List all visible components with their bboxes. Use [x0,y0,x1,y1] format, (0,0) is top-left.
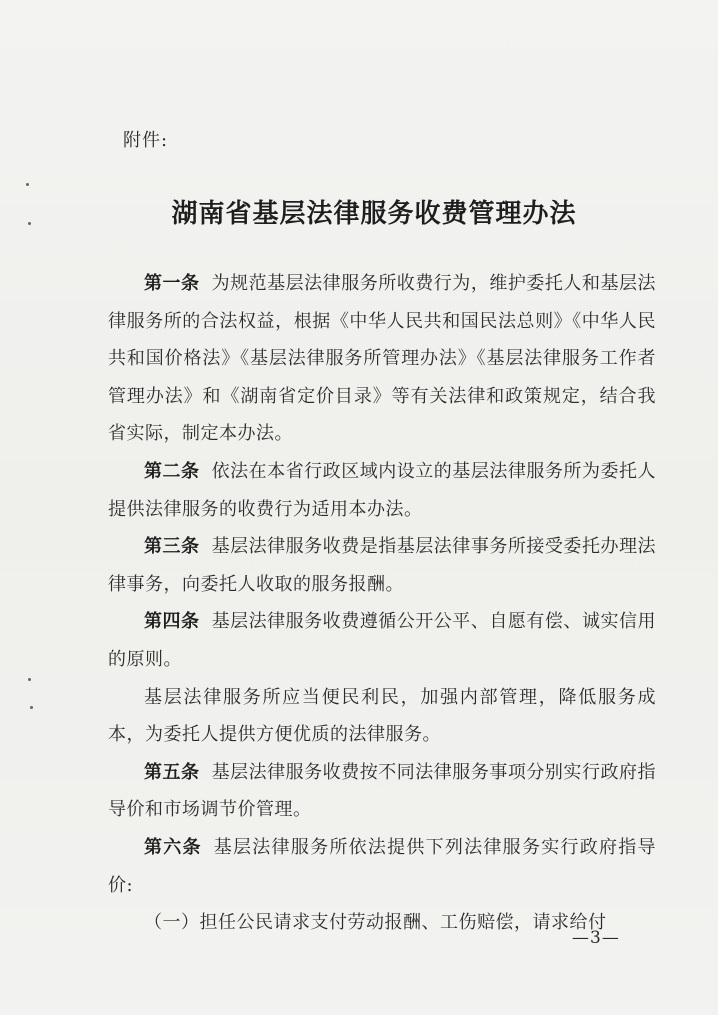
article-number: 第一条 [144,273,200,294]
document-title: 湖南省基层法律服务收费管理办法 [171,199,577,229]
article-number: 第六条 [144,836,202,858]
paragraph [108,603,656,678]
article-number: 第三条 [144,536,200,558]
paragraph-text: 基层法律服务收费是指基层法律事务所接受委托办理法律事务，向委托人收取的服务报酬。 [108,536,657,595]
attachment-label: 附件: [123,130,169,151]
paragraph-text: 基层法律服务所依法提供下列法律服务实行政府指导价: [108,836,656,896]
document-body [108,265,656,942]
article-number: 第四条 [144,611,200,633]
paragraph-text: 基层法律服务收费按不同法律服务事项分别实行政府指导价和市场调节价管理。 [108,761,657,821]
paragraph [108,528,656,603]
paragraph [108,754,656,829]
paragraph-text: 基层法律服务所应当便民利民，加强内部管理，降低服务成本，为委托人提供方便优质的法律服务。 [108,686,656,746]
paragraph-text: 依法在本省行政区域内设立的基层法律服务所为委托人提供法律服务的收费行为适用本办法。 [108,460,657,520]
scan-speck [28,678,31,681]
scan-speck [26,183,29,186]
paragraph [108,265,656,453]
scan-speck [30,706,33,709]
paragraph [108,453,656,528]
paragraph-text: 基层法律服务收费遵循公开公平、自愿有偿、诚实信用的原则。 [108,611,657,670]
page-number: —3— [572,928,620,948]
article-number: 第二条 [144,460,200,482]
article-number: 第五条 [144,761,200,783]
paragraph [108,679,656,754]
paragraph-text: （一）担任公民请求支付劳动报酬、工伤赔偿，请求给付 [144,912,607,934]
paragraph-text: 为规范基层法律服务所收费行为，维护委托人和基层法律服务所的合法权益，根据《中华人民共和国民法总则》《中华人民共和国价格法》《基层法律服务所管理办法》《基层法律服务工作者管理办法》和《湖南省定价目录》等有关法律和政策规定，结合我省实际，制定本办法。 [108,273,657,445]
paragraph [108,829,656,904]
